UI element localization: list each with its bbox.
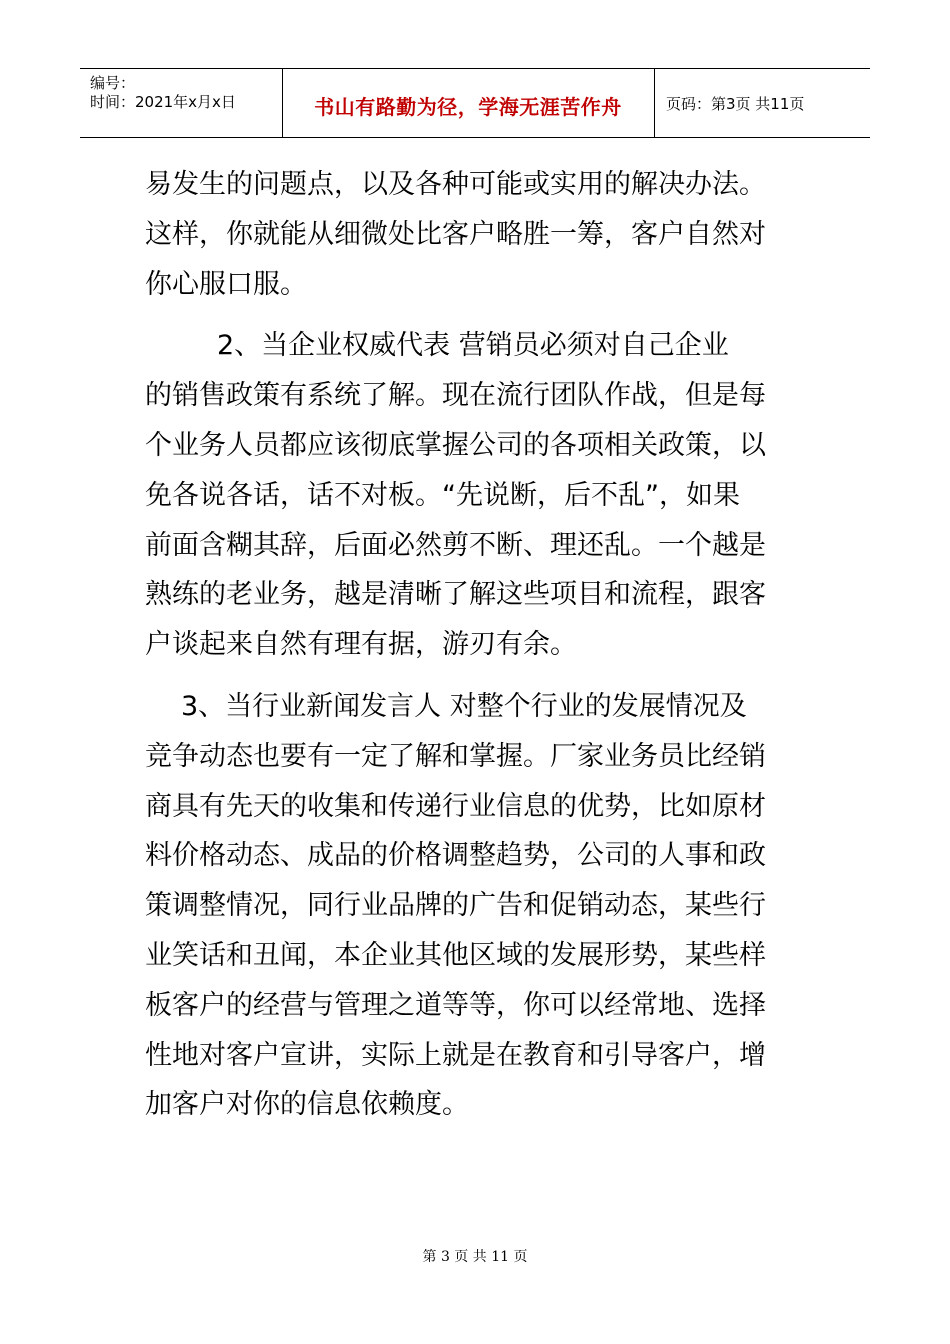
paragraph-line: 策调整情况，同行业品牌的广告和促销动态，某些行 — [145, 890, 766, 922]
paragraph-line: 你心服口服。 — [145, 268, 307, 300]
paragraph-line: 业笑话和丑闻，本企业其他区域的发展形势，某些样 — [145, 939, 766, 971]
paragraph-line: 前面含糊其辞，后面必然剪不断、理还乱。一个越是 — [145, 529, 766, 561]
paragraph-line: 熟练的老业务，越是清晰了解这些项目和流程，跟客 — [145, 579, 766, 611]
document-body — [145, 160, 817, 1130]
section-heading-line: 2、当企业权威代表 营销员必须对自己企业 — [217, 330, 729, 362]
paragraph-line: 加客户对你的信息依赖度。 — [145, 1089, 469, 1121]
paragraph-line: 料价格动态、成品的价格调整趋势，公司的人事和政 — [145, 840, 766, 872]
header-page-info: 页码：第3页 共11页 — [666, 95, 805, 113]
paragraph-line: 性地对客户宣讲，实际上就是在教育和引导客户，增 — [145, 1039, 766, 1071]
header-page-cell — [654, 69, 870, 137]
header-motto-cell — [282, 69, 655, 137]
document-number-label: 编号： — [90, 74, 136, 92]
paragraph-line: 板客户的经营与管理之道等等，你可以经常地、选择 — [145, 989, 766, 1021]
header-motto: 书山有路勤为径，学海无涯苦作舟 — [314, 95, 622, 119]
paragraph-line: 易发生的问题点，以及各种可能或实用的解决办法。 — [145, 169, 766, 200]
paragraph-line: 的销售政策有系统了解。现在流行团队作战，但是每 — [145, 380, 766, 412]
paragraph-1 — [145, 160, 817, 309]
paragraph-line: 这样，你就能从细微处比客户略胜一筹，客户自然对 — [145, 218, 766, 250]
page-header — [80, 68, 870, 138]
paragraph-line: 个业务人员都应该彻底掌握公司的各项相关政策，以 — [145, 429, 766, 461]
section-heading-line: 3、当行业新闻发言人 对整个行业的发展情况及 — [181, 690, 747, 722]
paragraph-2 — [145, 321, 817, 670]
paragraph-line: 户谈起来自然有理有据，游刃有余。 — [145, 629, 577, 661]
paragraph-line: 竞争动态也要有一定了解和掌握。厂家业务员比经销 — [145, 740, 766, 772]
paragraph-3 — [145, 682, 817, 1130]
page-footer: 第 3 页 共 11 页 — [422, 1249, 528, 1265]
paragraph-line: 商具有先天的收集和传递行业信息的优势，比如原材 — [145, 790, 766, 822]
paragraph-line: 免各说各话，话不对板。“先说断，后不乱”，如果 — [145, 479, 740, 511]
header-meta-cell — [80, 69, 283, 137]
document-date-label: 时间：2021年x月x日 — [90, 93, 236, 111]
